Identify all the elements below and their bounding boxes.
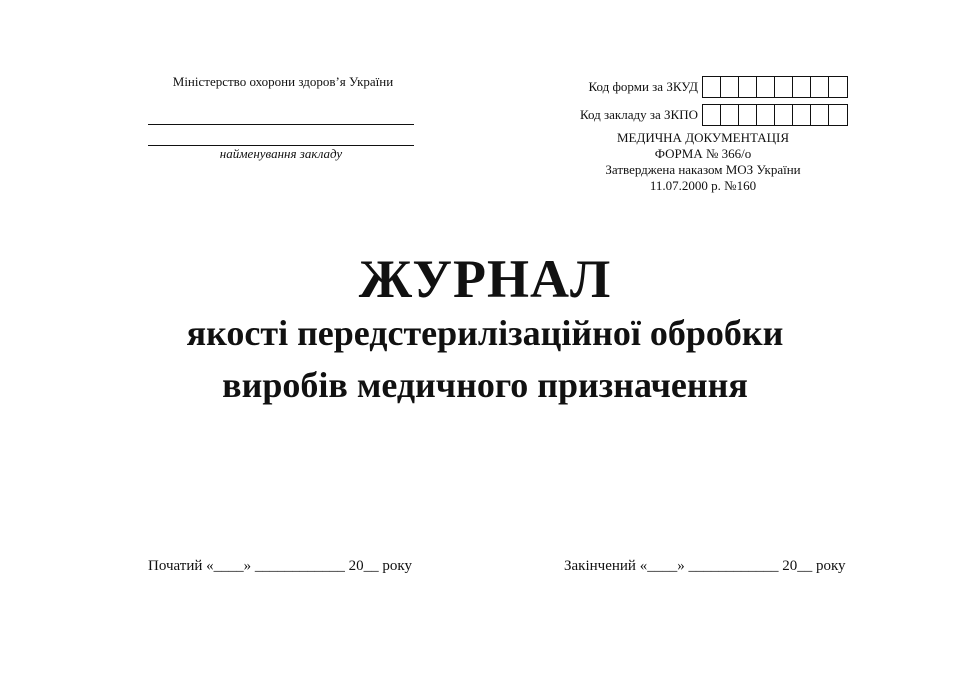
journal-subtitle-line-1: якості передстерилізаційної обробки bbox=[186, 313, 784, 353]
ministry-name: Міністерство охорони здоров’я України bbox=[172, 74, 394, 89]
zkpo-code-cell[interactable] bbox=[721, 105, 739, 125]
approval-note: Затверджена наказом МОЗ України bbox=[605, 162, 801, 177]
zkpo-code-boxes bbox=[702, 104, 848, 126]
zkud-code-cell[interactable] bbox=[757, 77, 775, 97]
zkpo-code-cell[interactable] bbox=[703, 105, 721, 125]
zkud-code-cell[interactable] bbox=[703, 77, 721, 97]
zkpo-code-row bbox=[560, 104, 860, 126]
end-date-line: Закінчений «____» ____________ 20__ року bbox=[564, 558, 846, 574]
start-date-line: Початий «____» ____________ 20__ року bbox=[148, 558, 412, 574]
institution-name-line-1 bbox=[148, 124, 414, 125]
zkud-code-cell[interactable] bbox=[811, 77, 829, 97]
zkpo-code-cell[interactable] bbox=[829, 105, 847, 125]
zkpo-code-cell[interactable] bbox=[757, 105, 775, 125]
journal-subtitle-line-2: виробів медичного призначення bbox=[222, 365, 748, 405]
zkud-code-cell[interactable] bbox=[739, 77, 757, 97]
order-date: 11.07.2000 р. №160 bbox=[649, 178, 757, 193]
zkud-code-boxes bbox=[702, 76, 848, 98]
doc-type: МЕДИЧНА ДОКУМЕНТАЦІЯ bbox=[616, 130, 790, 145]
zkpo-code-cell[interactable] bbox=[739, 105, 757, 125]
zkud-code-cell[interactable] bbox=[829, 77, 847, 97]
zkpo-code-cell[interactable] bbox=[793, 105, 811, 125]
zkud-code-row bbox=[560, 76, 860, 98]
journal-title: ЖУРНАЛ bbox=[358, 249, 612, 309]
form-number: ФОРМА № 366/о bbox=[654, 146, 752, 161]
zkud-code-cell[interactable] bbox=[721, 77, 739, 97]
zkpo-code-cell[interactable] bbox=[811, 105, 829, 125]
zkud-code-cell[interactable] bbox=[775, 77, 793, 97]
institution-name-caption: найменування закладу bbox=[219, 146, 343, 161]
zkpo-code-label: Код закладу за ЗКПО bbox=[580, 107, 698, 122]
zkud-code-label: Код форми за ЗКУД bbox=[588, 79, 698, 94]
form-info-block bbox=[572, 130, 834, 194]
zkud-code-cell[interactable] bbox=[793, 77, 811, 97]
zkpo-code-cell[interactable] bbox=[775, 105, 793, 125]
